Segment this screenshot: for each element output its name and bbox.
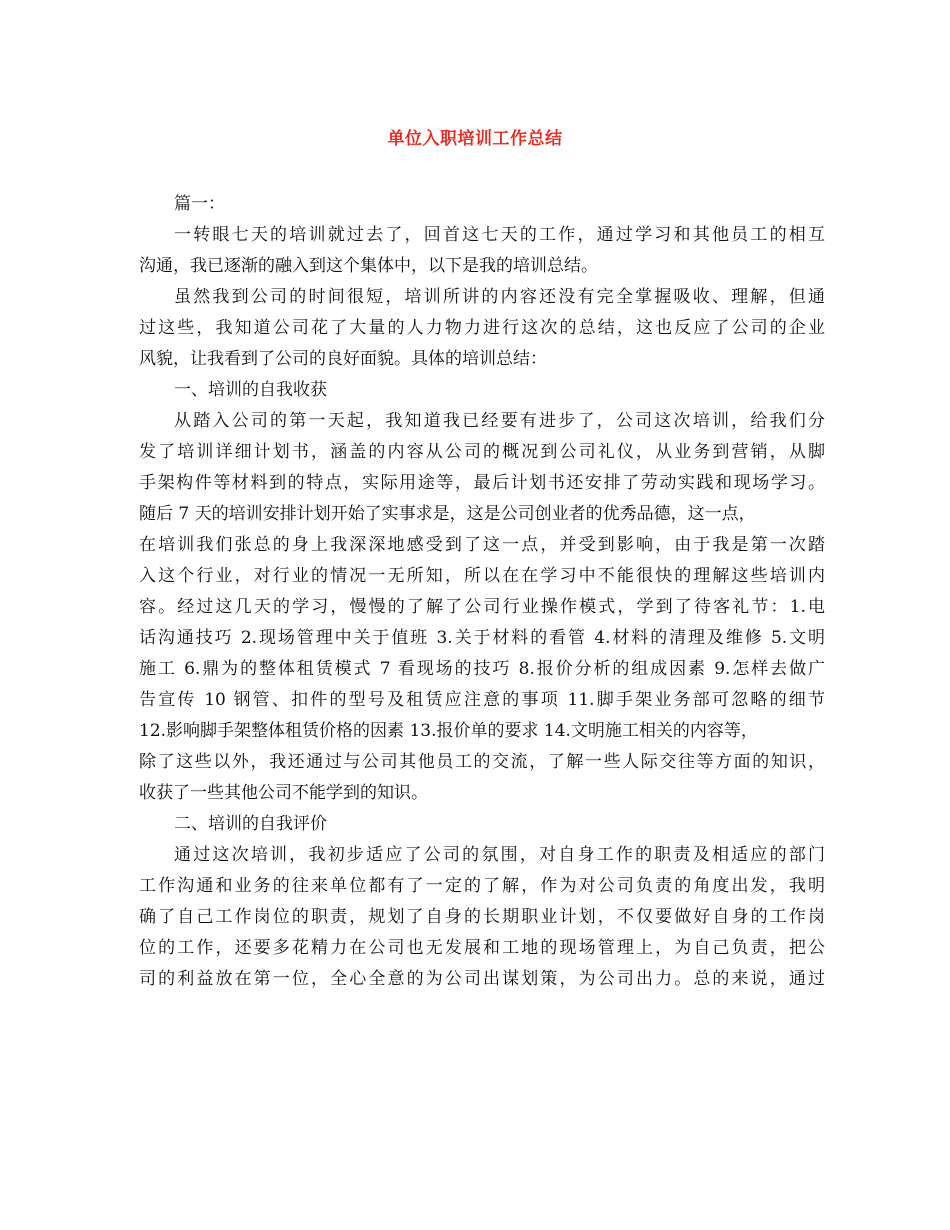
text-line: 司的利益放在第一位，全心全意的为公司出谋划策，为公司出力。总的来说，通过 <box>139 969 825 989</box>
text-line: 二、培训的自我评价 <box>174 814 327 834</box>
text-line: 告宣传 10 钢管、扣件的型号及租赁应注意的事项 11.脚手架业务部可忽略的细节 <box>139 690 825 710</box>
text-line: 从踏入公司的第一天起，我知道我已经要有进步了，公司这次培训，给我们分 <box>174 411 825 431</box>
text-line: 过这些，我知道公司花了大量的人力物力进行这次的总结，这也反应了公司的企业 <box>139 318 825 338</box>
text-line: 发了培训详细计划书，涵盖的内容从公司的概况到公司礼仪，从业务到营销，从脚 <box>139 442 825 462</box>
text-line: 一、培训的自我收获 <box>174 380 327 400</box>
text-line: 通过这次培训，我初步适应了公司的氛围，对自身工作的职责及相适应的部门 <box>174 845 825 865</box>
text-line: 确了自己工作岗位的职责，规划了自身的长期职业计划，不仅要做好自身的工作岗 <box>139 907 825 927</box>
text-line: 虽然我到公司的时间很短，培训所讲的内容还没有完全掌握吸收、理解，但通 <box>174 287 825 307</box>
text-line: 12.影响脚手架整体租赁价格的因素 13.报价单的要求 14.文明施工相关的内容等， <box>139 721 758 741</box>
text-line: 话沟通技巧 2.现场管理中关于值班 3.关于材料的看管 4.材料的清理及维修 5.文明 <box>139 628 825 648</box>
text-line: 收获了一些其他公司不能学到的知识。 <box>139 783 428 803</box>
text-line: 除了这些以外，我还通过与公司其他员工的交流，了解一些人际交往等方面的知识， <box>139 752 825 772</box>
text-line: 入这个行业，对行业的情况一无所知，所以在在学习中不能很快的理解这些培训内 <box>139 566 825 586</box>
text-line: 一转眼七天的培训就过去了，回首这七天的工作，通过学习和其他员工的相互 <box>174 225 825 245</box>
document-body <box>139 189 825 995</box>
text-line: 沟通，我已逐渐的融入到这个集体中，以下是我的培训总结。 <box>139 256 598 276</box>
text-line: 手架构件等材料到的特点，实际用途等，最后计划书还安排了劳动实践和现场学习。 <box>139 473 825 493</box>
text-line: 在培训我们张总的身上我深深地感受到了这一点，并受到影响，由于我是第一次踏 <box>139 535 825 555</box>
text-line: 位的工作，还要多花精力在公司也无发展和工地的现场管理上，为自己负责，把公 <box>139 938 825 958</box>
text-line: 容。经过这几天的学习，慢慢的了解了公司行业操作模式，学到了待客礼节：1.电 <box>139 597 825 617</box>
text-line: 风貌，让我看到了公司的良好面貌。具体的培训总结： <box>139 349 547 369</box>
text-line: 篇一： <box>174 194 225 214</box>
text-line: 工作沟通和业务的往来单位都有了一定的了解，作为对公司负责的角度出发，我明 <box>139 876 825 896</box>
text-line: 施工 6.鼎为的整体租赁模式 7 看现场的技巧 8.报价分析的组成因素 9.怎样去做广 <box>139 659 825 679</box>
document-title: 单位入职培训工作总结 <box>387 129 563 149</box>
text-line: 随后 7 天的培训安排计划开始了实事求是，这是公司创业者的优秀品德，这一点， <box>139 504 756 524</box>
